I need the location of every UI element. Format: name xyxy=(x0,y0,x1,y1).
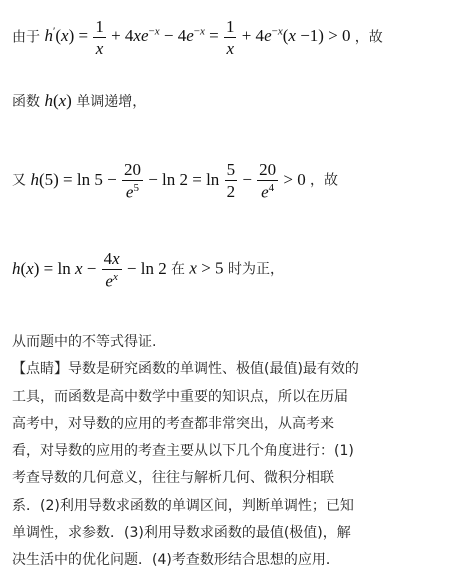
derivative-formula: h′(x) = $\frac{1}{x}$ + $4xe^{-x} - 4e^{-x}$ = $\frac{1}{x}$ + $4e^{-x}(x -1) > 0$ xyxy=(44,17,355,58)
comment-line: 高考中，对导数的应用的考查都非常突出，从高考来 xyxy=(12,415,334,432)
comment-line: 工具，而函数是高中数学中重要的知识点，所以在历届 xyxy=(12,388,348,405)
commentary-paragraph xyxy=(12,329,444,575)
h5-line xyxy=(12,161,338,201)
h-x-formula: h(x) = ln x − $\frac{4x}{e^x}$ − ln 2 xyxy=(12,249,171,291)
function-h-x: h(x) xyxy=(44,91,72,110)
h5-formula: h(5) = ln 5 − $\frac{20}{e^5}$ − ln 2 = ln $\frac{5}{2}$ − $\frac{20}{e^4}$ > 0 xyxy=(30,160,310,202)
line2-text-a: 函数 xyxy=(12,94,40,110)
line2-text-b: 单调递增， xyxy=(76,94,147,110)
line1-prefix: 由于 xyxy=(12,29,40,46)
comment-line: 系．(2)利用导数求函数的单调区间，判断单调性；已知 xyxy=(12,497,354,514)
comment-line: 考查导数的几何意义，往往与解析几何、微积分相联 xyxy=(12,470,334,487)
comment-line: 看，对导数的应用的考查主要从以下几个角度进行：(1) xyxy=(12,443,354,460)
derivative-line xyxy=(12,18,383,57)
comment-line: 决生活中的优化问题．(4)考查数形结合思想的应用． xyxy=(12,552,340,569)
x-gt-5: x > 5 xyxy=(189,258,224,278)
line3-suffix: ，故 xyxy=(310,172,338,189)
line3-prefix: 又 xyxy=(12,172,26,189)
line1-suffix: ，故 xyxy=(354,29,383,46)
comment-line: 单调性，求参数．(3)利用导数求函数的最值(极值)，解 xyxy=(12,525,351,542)
comment-line: 【点睛】导数是研究函数的单调性、极值(最值)最有效的 xyxy=(12,361,359,378)
line4-text-a: 在 xyxy=(170,261,185,278)
positive-line xyxy=(12,250,284,290)
line4-text-b: 时为正， xyxy=(228,261,284,278)
monotonic-line xyxy=(12,91,146,112)
conclusion-line: 从而题中的不等式得证. xyxy=(12,334,157,350)
